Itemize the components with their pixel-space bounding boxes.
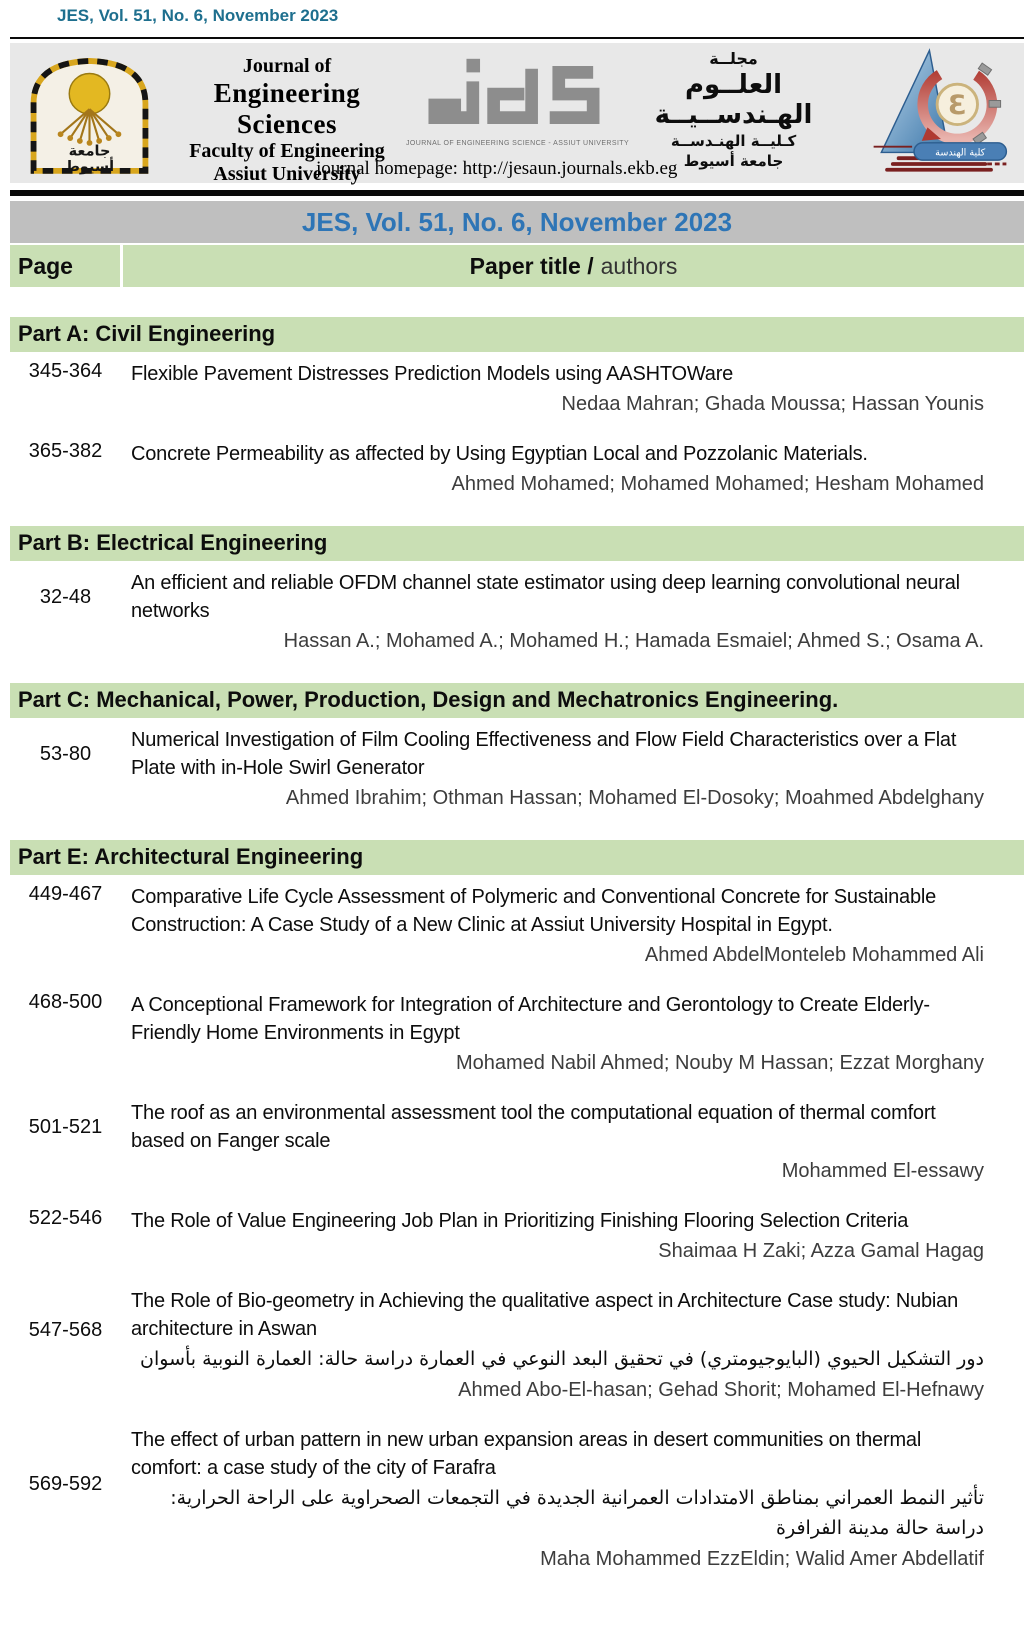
paper-title: The Role of Bio-geometry in Achieving the qualitative aspect in Architecture Case study: Nubian architecture in Aswan — [131, 1290, 959, 1340]
paper-authors: Ahmed Mohamed; Mohamed Mohamed; Hesham Mohamed — [451, 473, 984, 495]
section-header-part-a: Part A: Civil Engineering — [10, 317, 1024, 352]
journal-homepage-link[interactable]: journal homepage: http://jesaun.journals.ekb.eg — [316, 158, 678, 179]
paper-title: A Conceptional Framework for Integration of Architecture and Gerontology to Create Elderly-Friendly Home Environments in Egypt — [131, 994, 930, 1044]
paper-title-cell — [131, 1099, 1024, 1155]
paper-title: Numerical Investigation of Film Cooling Effectiveness and Flow Field Characteristics over a Flat Plate with in-Hole Swirl Generator — [131, 729, 957, 779]
issue-title-bar — [10, 201, 1024, 243]
journal-name-line2: Engineering Sciences — [213, 78, 361, 139]
paper-title-cell — [131, 360, 1024, 388]
university-logo-text-line2: أسيوط — [64, 158, 114, 175]
journal-name-line4: Assiut University — [213, 163, 361, 185]
paper-authors: Mohamed Nabil Ahmed; Nouby M Hassan; Ezzat Morghany — [455, 1052, 984, 1074]
journal-name-arabic-block — [611, 43, 856, 170]
paper-title: Concrete Permeability as affected by Using Egyptian Local and Pozzolanic Materials. — [131, 443, 868, 465]
paper-title: An efficient and reliable OFDM channel state estimator using deep learning convolutional neural networks — [131, 572, 960, 622]
paper-row — [10, 1207, 1024, 1235]
paper-title: The Role of Value Engineering Job Plan in Prioritizing Finishing Flooring Selection Criteria — [131, 1210, 909, 1232]
paper-pages: 32-48 — [39, 585, 92, 608]
paper-title-arabic: تأثير النمط العمراني بمناطق الامتدادات العمرانية الجديدة في التجمعات الصحراوية على الراحة الحرارية: دراسة حالة مدينة الفرافرة — [170, 1487, 984, 1539]
paper-pages: 365-382 — [28, 440, 103, 462]
paper-authors: Ahmed Ibrahim; Othman Hassan; Mohamed El-Dosoky; Moahmed Abdelghany — [285, 787, 984, 809]
banner-bottom-rule — [10, 190, 1024, 196]
paper-row — [10, 440, 1024, 468]
column-header-title-label: Paper title / — [469, 252, 594, 279]
paper-title-arabic: دور التشكيل الحيوي (البايوجيومتري) في تحقيق البعد النوعي في العمارة دراسة حالة: العمارة النوبية بأسوان — [140, 1348, 984, 1370]
paper-authors: Ahmed Abo-El-hasan; Gehad Shorit; Mohamed El-Hefnawy — [458, 1379, 984, 1401]
paper-title-cell — [131, 1207, 1024, 1235]
jes-logo-icon — [414, 57, 604, 133]
paper-pages: 468-500 — [28, 991, 103, 1013]
paper-authors: Maha Mohammed EzzEldin; Walid Amer Abdellatif — [540, 1548, 984, 1570]
paper-pages: 547-568 — [28, 1319, 103, 1341]
paper-title-cell — [131, 1287, 1024, 1374]
journal-banner — [10, 43, 1024, 183]
table-column-header — [10, 245, 1024, 287]
university-logo-text-line1: جامعة — [68, 143, 110, 160]
university-logo — [10, 43, 168, 177]
column-header-authors-label: authors — [600, 252, 678, 279]
paper-authors: Shaimaa H Zaki; Azza Gamal Hagag — [658, 1240, 984, 1262]
faculty-logo — [856, 43, 1024, 180]
svg-text:Ɛ: Ɛ — [947, 89, 967, 121]
paper-row — [10, 883, 1024, 939]
paper-row — [10, 991, 1024, 1047]
paper-pages: 449-467 — [28, 883, 103, 905]
paper-title: The effect of urban pattern in new urban expansion areas in desert communities on thermal comfort: a case study of the city of Farafra — [131, 1429, 922, 1479]
paper-authors: Hassan A.; Mohamed A.; Mohamed H.; Hamada Esmaiel; Ahmed S.; Osama A. — [283, 630, 984, 652]
paper-title-cell — [131, 726, 1024, 782]
paper-pages: 522-546 — [28, 1207, 103, 1229]
arabic-name-line1: مجلــة — [709, 49, 758, 68]
jes-logo — [406, 43, 630, 147]
assiut-university-emblem-icon — [22, 49, 157, 177]
arabic-name-line2: العلــوم الهـندســيــة — [654, 70, 813, 130]
paper-row — [10, 726, 1024, 782]
paper-title-cell — [131, 440, 1024, 468]
jes-logo-caption: JOURNAL OF ENGINEERING SCIENCE - ASSIUT UNIVERSITY — [406, 140, 630, 147]
journal-name-line3: Faculty of Engineering — [189, 140, 385, 162]
column-header-page: Page — [10, 245, 123, 287]
running-header: JES, Vol. 51, No. 6, November 2023 — [57, 6, 339, 25]
faculty-logo-banner-text: كلية الهندسة — [935, 147, 986, 159]
paper-title-cell — [131, 569, 1024, 625]
section-header-part-e: Part E: Architectural Engineering — [10, 840, 1024, 875]
paper-pages: 569-592 — [28, 1473, 103, 1495]
paper-row — [10, 1287, 1024, 1374]
paper-row — [10, 1099, 1024, 1155]
section-header-part-c: Part C: Mechanical, Power, Production, Design and Mechatronics Engineering. — [10, 683, 1024, 718]
arabic-name-line4: جامعة أسيوط — [683, 152, 784, 170]
journal-name-line1: Journal of — [242, 55, 332, 77]
issue-title: JES, Vol. 51, No. 6, November 2023 — [301, 206, 733, 237]
paper-title-cell — [131, 991, 1024, 1047]
paper-row — [10, 1426, 1024, 1543]
header-divider — [10, 37, 1024, 39]
faculty-of-engineering-emblem-icon — [864, 46, 1016, 180]
paper-authors: Ahmed AbdelMonteleb Mohammed Ali — [644, 944, 984, 966]
paper-title: Flexible Pavement Distresses Prediction Models using AASHTOWare — [131, 363, 734, 385]
column-header-paper-title — [123, 245, 1024, 287]
paper-title-cell — [131, 883, 1024, 939]
paper-pages: 501-521 — [28, 1115, 103, 1138]
paper-pages: 345-364 — [28, 360, 103, 382]
paper-title-cell — [131, 1426, 1024, 1543]
paper-row — [10, 360, 1024, 388]
paper-row — [10, 569, 1024, 625]
arabic-name-line3: كـليــة الهنـدســة — [670, 132, 797, 150]
paper-title: The roof as an environmental assessment tool the computational equation of thermal comfort based on Fanger scale — [131, 1102, 936, 1152]
page — [10, 0, 1024, 1571]
paper-authors: Nedaa Mahran; Ghada Moussa; Hassan Younis — [561, 393, 984, 415]
paper-title: Comparative Life Cycle Assessment of Polymeric and Conventional Concrete for Sustainable Construction: A Case Study of a New Clinic at Assiut University Hospital in Egypt. — [131, 886, 937, 936]
paper-pages: 53-80 — [39, 742, 92, 765]
section-header-part-b: Part B: Electrical Engineering — [10, 526, 1024, 561]
paper-authors: Mohammed El-essawy — [781, 1160, 984, 1182]
